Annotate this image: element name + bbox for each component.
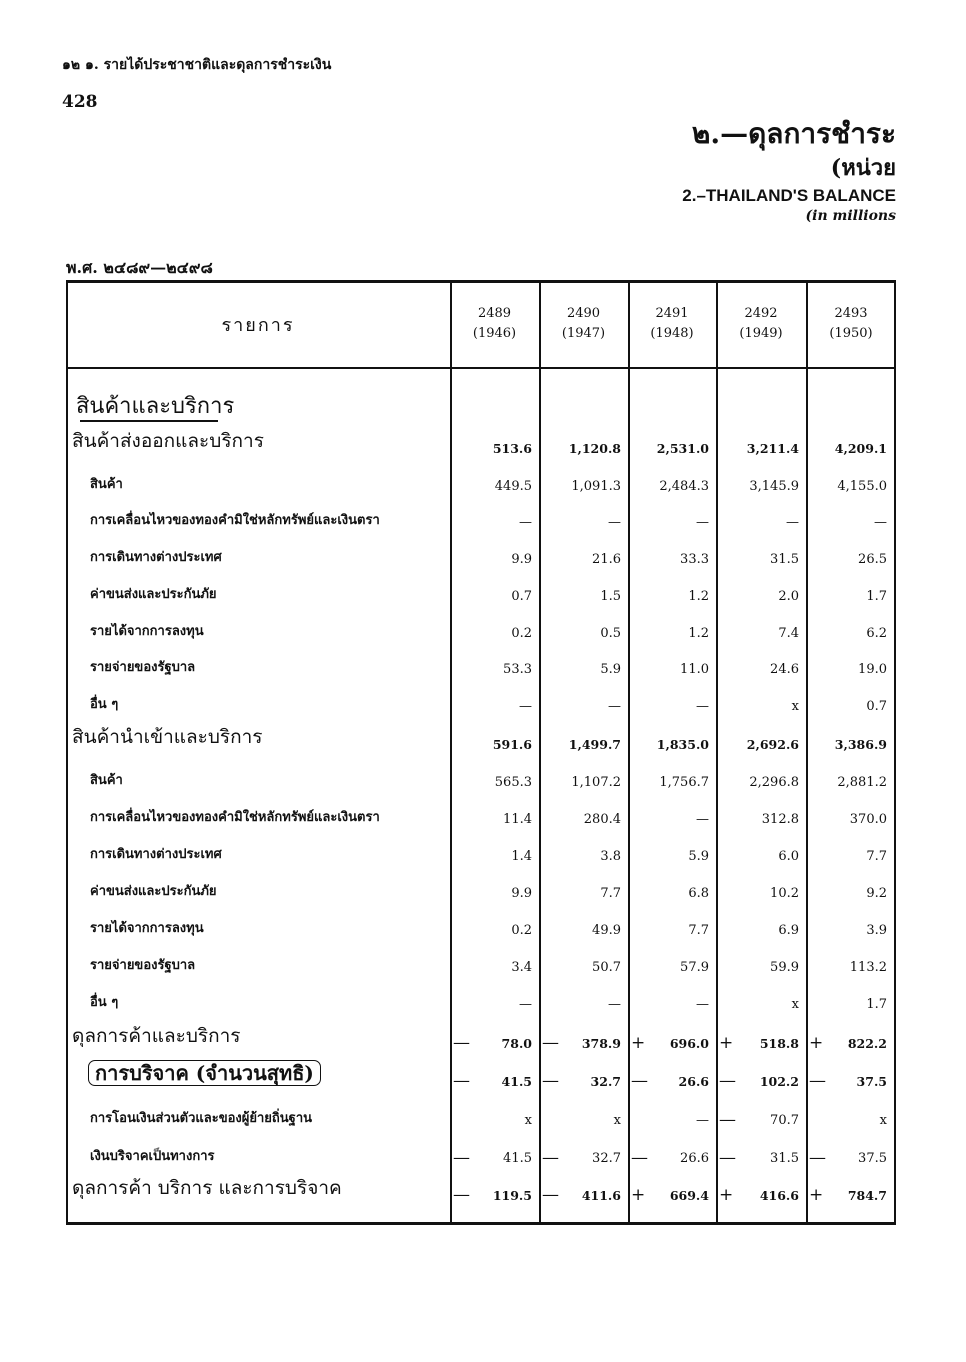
- sign-mark: +: [719, 1185, 734, 1205]
- value-cell: 1.7: [866, 589, 887, 604]
- value-cell: 31.5: [770, 552, 799, 567]
- row-label: อื่น ๆ: [90, 697, 119, 712]
- sign-mark: —: [453, 1185, 470, 1205]
- table-bottom-rule: [66, 1222, 896, 1225]
- value-cell: 2.0: [778, 589, 799, 604]
- value-cell: 2,531.0: [656, 441, 709, 456]
- balance-table: [66, 280, 896, 1224]
- table-row: [66, 428, 896, 458]
- row-label: การเดินทางต่างประเทศ: [90, 550, 222, 565]
- value-cell: 411.6: [581, 1188, 621, 1203]
- header-year-1950: [806, 280, 896, 368]
- value-cell: 1,835.0: [656, 737, 709, 752]
- value-cell: 518.8: [759, 1036, 799, 1051]
- value-cell: 7.4: [778, 626, 799, 641]
- sign-mark: —: [542, 1185, 559, 1205]
- sign-mark: —: [542, 1148, 559, 1168]
- value-cell: 3,145.9: [749, 479, 799, 494]
- page-number: 428: [62, 92, 98, 112]
- header-year-1949: [716, 280, 806, 368]
- value-cell: 3.9: [866, 923, 887, 938]
- value-cell: 2,881.2: [837, 775, 887, 790]
- table-row: [66, 686, 896, 716]
- header-year-be: 2489: [477, 306, 512, 321]
- row-label: สินค้านำเข้าและบริการ: [72, 726, 263, 748]
- value-cell: 280.4: [583, 812, 621, 827]
- value-cell: 11.4: [503, 812, 532, 827]
- value-cell: 6.0: [778, 849, 799, 864]
- value-cell: 669.4: [669, 1188, 709, 1203]
- value-cell: 26.6: [678, 1074, 709, 1089]
- value-cell: 822.2: [847, 1036, 887, 1051]
- row-label: ดุลการค้า บริการ และการบริจาค: [72, 1177, 342, 1199]
- value-cell: 102.2: [759, 1074, 799, 1089]
- value-cell: x: [613, 1113, 621, 1128]
- value-cell: 41.5: [501, 1074, 532, 1089]
- table-top-rule: [66, 280, 896, 283]
- value-cell: 24.6: [770, 662, 799, 677]
- value-cell: 32.7: [592, 1151, 621, 1166]
- value-cell: 312.8: [761, 812, 799, 827]
- value-cell: 32.7: [590, 1074, 621, 1089]
- sign-mark: +: [631, 1033, 646, 1053]
- value-cell: 78.0: [501, 1036, 532, 1051]
- table-row: [66, 649, 896, 679]
- header-year-be: 2490: [566, 306, 601, 321]
- row-label: ค่าขนส่งและประกันภัย: [90, 587, 217, 602]
- sign-mark: +: [631, 1185, 646, 1205]
- table-row: [66, 539, 896, 569]
- sign-mark: —: [719, 1110, 736, 1130]
- table-row: [66, 984, 896, 1014]
- value-cell: 37.5: [856, 1074, 887, 1089]
- value-cell: 31.5: [770, 1151, 799, 1166]
- row-label: [88, 1057, 321, 1089]
- row-label: การเดินทางต่างประเทศ: [90, 847, 222, 862]
- value-cell: —: [608, 515, 621, 530]
- value-cell: 1,499.7: [568, 737, 621, 752]
- value-cell: 9.9: [511, 552, 532, 567]
- value-cell: 9.9: [511, 886, 532, 901]
- section-heading: สินค้าและบริการ: [76, 394, 235, 419]
- value-cell: —: [519, 515, 532, 530]
- period-label: พ.ศ. ๒๔๘๙—๒๔๙๘: [66, 258, 213, 277]
- table-row: [66, 466, 896, 496]
- value-cell: 1.4: [511, 849, 532, 864]
- row-label: รายจ่ายของรัฐบาล: [90, 958, 196, 973]
- table-row: [66, 762, 896, 792]
- value-cell: 113.2: [849, 960, 887, 975]
- row-label: รายได้จากการลงทุน: [90, 921, 204, 936]
- value-cell: 378.9: [581, 1036, 621, 1051]
- value-cell: 565.3: [494, 775, 532, 790]
- value-cell: —: [696, 997, 709, 1012]
- value-cell: 59.9: [770, 960, 799, 975]
- value-cell: 26.5: [858, 552, 887, 567]
- value-cell: —: [608, 997, 621, 1012]
- table-row: [66, 1023, 896, 1053]
- value-cell: 1.5: [600, 589, 621, 604]
- header-year-1948: [628, 280, 716, 368]
- section-underline: [80, 420, 218, 422]
- value-cell: 0.2: [511, 626, 532, 641]
- row-label: สินค้า: [90, 477, 123, 492]
- table-row: [66, 799, 896, 829]
- table-row: [66, 1175, 896, 1205]
- value-cell: 119.5: [492, 1188, 532, 1203]
- header-year-ce: (1946): [472, 326, 517, 341]
- value-cell: —: [874, 515, 887, 530]
- value-cell: 1.2: [688, 626, 709, 641]
- value-cell: 21.6: [592, 552, 621, 567]
- value-cell: 7.7: [688, 923, 709, 938]
- value-cell: —: [696, 1113, 709, 1128]
- value-cell: —: [519, 699, 532, 714]
- value-cell: 9.2: [866, 886, 887, 901]
- sign-mark: —: [453, 1148, 470, 1168]
- header-year-be: 2491: [655, 306, 689, 321]
- value-cell: —: [786, 515, 799, 530]
- row-label: ดุลการค้าและบริการ: [72, 1025, 241, 1047]
- value-cell: 4,209.1: [834, 441, 887, 456]
- row-label: เงินบริจาคเป็นทางการ: [90, 1149, 215, 1164]
- value-cell: —: [696, 699, 709, 714]
- value-cell: 57.9: [680, 960, 709, 975]
- sign-mark: —: [453, 1033, 470, 1053]
- value-cell: 370.0: [849, 812, 887, 827]
- header-year-be: 2493: [834, 306, 868, 321]
- value-cell: 53.3: [503, 662, 532, 677]
- value-cell: 6.8: [688, 886, 709, 901]
- header-year-ce: (1948): [650, 326, 694, 341]
- value-cell: 1,756.7: [659, 775, 709, 790]
- value-cell: 3.4: [511, 960, 532, 975]
- value-cell: 784.7: [847, 1188, 887, 1203]
- value-cell: —: [519, 997, 532, 1012]
- value-cell: 1,120.8: [568, 441, 621, 456]
- value-cell: 696.0: [669, 1036, 709, 1051]
- sign-mark: —: [631, 1071, 648, 1091]
- sign-mark: —: [809, 1071, 826, 1091]
- table-row: [66, 873, 896, 903]
- sign-mark: —: [453, 1071, 470, 1091]
- value-cell: 1.7: [866, 997, 887, 1012]
- value-cell: 0.7: [866, 699, 887, 714]
- header-year-ce: (1950): [829, 326, 873, 341]
- value-cell: 0.7: [511, 589, 532, 604]
- value-cell: 49.9: [592, 923, 621, 938]
- value-cell: 3,211.4: [746, 441, 799, 456]
- value-cell: —: [696, 515, 709, 530]
- table-row: [66, 613, 896, 643]
- value-cell: 3,386.9: [834, 737, 887, 752]
- row-label: การโอนเงินส่วนตัวและของผู้ย้ายถิ่นฐาน: [90, 1111, 313, 1126]
- sign-mark: —: [809, 1148, 826, 1168]
- sign-mark: —: [542, 1071, 559, 1091]
- value-cell: 3.8: [600, 849, 621, 864]
- boxed-label: การบริจาค (จำนวนสุทธิ): [88, 1060, 321, 1086]
- value-cell: 70.7: [770, 1113, 799, 1128]
- value-cell: 591.6: [492, 737, 532, 752]
- value-cell: x: [791, 997, 799, 1012]
- header-rule: [66, 367, 896, 369]
- row-label: รายจ่ายของรัฐบาล: [90, 660, 196, 675]
- value-cell: —: [608, 699, 621, 714]
- unit-note-english: (in millions: [805, 208, 896, 224]
- table-row: [66, 836, 896, 866]
- sign-mark: —: [719, 1071, 736, 1091]
- sign-mark: +: [719, 1033, 734, 1053]
- value-cell: 4,155.0: [837, 479, 887, 494]
- value-cell: 6.2: [866, 626, 887, 641]
- table-row: [66, 1061, 896, 1091]
- value-cell: —: [696, 812, 709, 827]
- value-cell: 11.0: [680, 662, 709, 677]
- value-cell: 6.9: [778, 923, 799, 938]
- value-cell: 37.5: [858, 1151, 887, 1166]
- table-title-thai: ๒.—ดุลการชำระ: [691, 117, 896, 150]
- sign-mark: —: [631, 1148, 648, 1168]
- header-year-ce: (1947): [561, 326, 606, 341]
- running-head: ๑๒ ๑. รายได้ประชาชาติและดุลการชำระเงิน: [62, 57, 332, 73]
- value-cell: 1.2: [688, 589, 709, 604]
- value-cell: 1,091.3: [571, 479, 621, 494]
- table-row: [66, 947, 896, 977]
- value-cell: 2,296.8: [749, 775, 799, 790]
- value-cell: 5.9: [600, 662, 621, 677]
- header-year-1946: [450, 280, 539, 368]
- row-label: สินค้าส่งออกและบริการ: [72, 430, 264, 452]
- value-cell: 416.6: [759, 1188, 799, 1203]
- value-cell: 7.7: [866, 849, 887, 864]
- sign-mark: +: [809, 1033, 824, 1053]
- value-cell: 0.2: [511, 923, 532, 938]
- value-cell: 7.7: [600, 886, 621, 901]
- value-cell: 5.9: [688, 849, 709, 864]
- row-label: การเคลื่อนไหวของทองคำมิใช่หลักทรัพย์และเงินตรา: [90, 513, 380, 528]
- value-cell: 449.5: [494, 479, 532, 494]
- header-year-1947: [539, 280, 628, 368]
- header-year-ce: (1949): [739, 326, 783, 341]
- row-label: ค่าขนส่งและประกันภัย: [90, 884, 217, 899]
- value-cell: 10.2: [770, 886, 799, 901]
- value-cell: 2,692.6: [746, 737, 799, 752]
- table-row: [66, 724, 896, 754]
- unit-note-thai: (หน่วย: [830, 155, 896, 181]
- value-cell: 513.6: [492, 441, 532, 456]
- row-label: การเคลื่อนไหวของทองคำมิใช่หลักทรัพย์และเงินตรา: [90, 810, 380, 825]
- value-cell: x: [879, 1113, 887, 1128]
- value-cell: 1,107.2: [571, 775, 621, 790]
- sign-mark: —: [542, 1033, 559, 1053]
- value-cell: 33.3: [680, 552, 709, 567]
- value-cell: 41.5: [503, 1151, 532, 1166]
- row-label: สินค้า: [90, 773, 123, 788]
- header-label: รายการ: [221, 314, 295, 336]
- row-label: รายได้จากการลงทุน: [90, 624, 204, 639]
- table-row: [66, 910, 896, 940]
- value-cell: x: [524, 1113, 532, 1128]
- table-title-english: 2.–THAILAND'S BALANCE: [682, 186, 896, 205]
- value-cell: 2,484.3: [659, 479, 709, 494]
- header-year-be: 2492: [744, 306, 778, 321]
- sign-mark: +: [809, 1185, 824, 1205]
- table-row: [66, 1138, 896, 1168]
- table-row: [66, 502, 896, 532]
- table-row: [66, 576, 896, 606]
- sign-mark: —: [719, 1148, 736, 1168]
- value-cell: x: [791, 699, 799, 714]
- value-cell: 19.0: [858, 662, 887, 677]
- row-label: อื่น ๆ: [90, 995, 119, 1010]
- value-cell: 26.6: [680, 1151, 709, 1166]
- table-row: [66, 1100, 896, 1130]
- value-cell: 0.5: [600, 626, 621, 641]
- value-cell: 50.7: [592, 960, 621, 975]
